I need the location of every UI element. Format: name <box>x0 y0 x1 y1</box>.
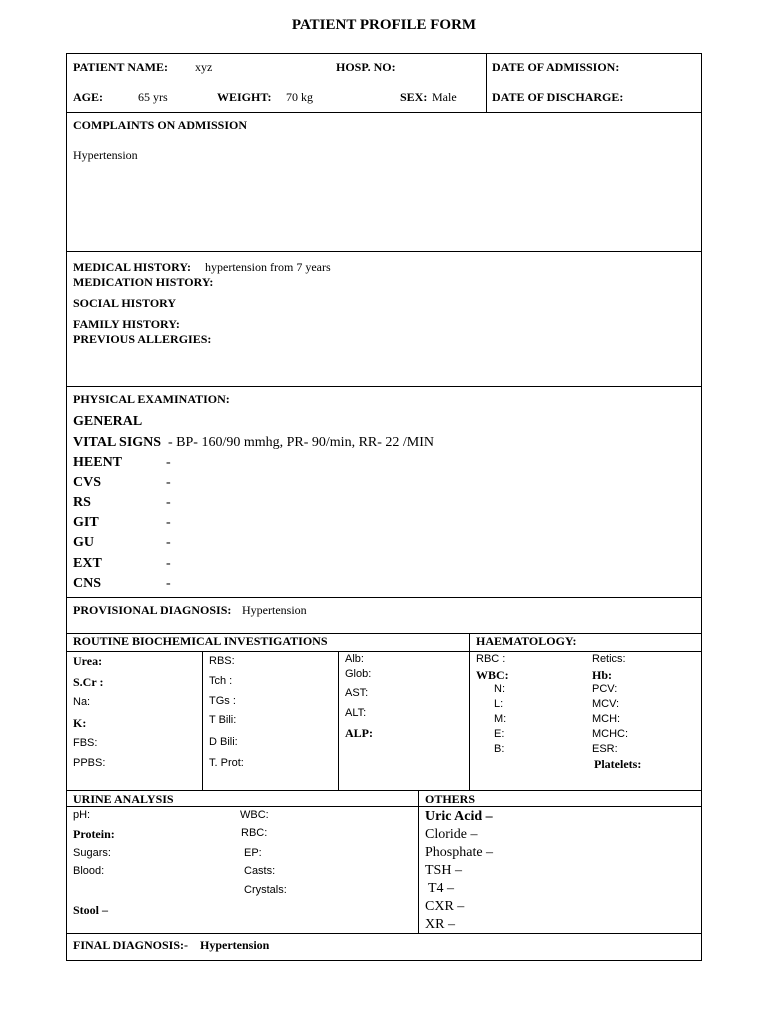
haematology-item: MCHC: <box>592 728 629 740</box>
others-item: XR – <box>425 917 455 932</box>
haematology-item: Retics: <box>592 653 626 665</box>
divider <box>66 790 702 791</box>
haematology-item: MCV: <box>592 698 620 710</box>
divider <box>66 386 702 387</box>
weight-value: 70 kg <box>286 90 313 104</box>
system-value: - <box>166 515 171 530</box>
biochem-item: Na: <box>73 696 91 708</box>
divider <box>469 651 470 791</box>
provisional-diagnosis-value: Hypertension <box>242 603 307 617</box>
biochem-item: Tch : <box>209 675 233 687</box>
patient-name-value: xyz <box>195 60 213 74</box>
system-value: - <box>166 535 171 550</box>
haematology-item: RBC : <box>476 653 506 665</box>
urine-label: URINE ANALYSIS <box>73 792 174 806</box>
haematology-item: N: <box>494 683 505 695</box>
vital-signs-label: VITAL SIGNS <box>73 435 162 450</box>
biochem-item: Alb: <box>345 653 364 665</box>
biochem-item: ALP: <box>345 726 373 740</box>
haematology-item: PCV: <box>592 683 618 695</box>
biochem-item: TGs : <box>209 695 236 707</box>
haematology-item: Hb: <box>592 668 613 682</box>
haematology-item: L: <box>494 698 504 710</box>
sex-label: SEX: <box>400 90 428 104</box>
sex-value: Male <box>432 90 457 104</box>
provisional-diagnosis-label: PROVISIONAL DIAGNOSIS: <box>73 603 232 617</box>
haematology-label: HAEMATOLOGY: <box>476 634 577 648</box>
biochem-item: T. Prot: <box>209 757 244 769</box>
haematology-item: MCH: <box>592 713 621 725</box>
biochem-item: Glob: <box>345 668 372 680</box>
hosp-no-label: HOSP. NO: <box>336 60 396 74</box>
divider <box>202 651 203 791</box>
biochem-item: S.Cr : <box>73 675 104 689</box>
system-name: GIT <box>73 515 99 530</box>
patient-name-label: PATIENT NAME: <box>73 60 169 74</box>
social-history-label: SOCIAL HISTORY <box>73 296 177 310</box>
system-value: - <box>166 495 171 510</box>
general-label: GENERAL <box>73 414 143 429</box>
haematology-item: ESR: <box>592 743 618 755</box>
divider <box>338 651 339 791</box>
biochem-item: D Bili: <box>209 736 238 748</box>
others-item: CXR – <box>425 899 465 914</box>
urine-item: Casts: <box>244 865 276 877</box>
biochem-label: ROUTINE BIOCHEMICAL INVESTIGATIONS <box>73 634 328 648</box>
form-title: PATIENT PROFILE FORM <box>291 17 477 33</box>
allergies-label: PREVIOUS ALLERGIES: <box>73 332 212 346</box>
urine-item: RBC: <box>241 827 268 839</box>
divider <box>66 933 702 934</box>
system-value: - <box>166 475 171 490</box>
table-border-left <box>66 53 67 961</box>
divider <box>66 251 702 252</box>
others-item: Cloride – <box>425 827 478 842</box>
divider <box>66 806 702 807</box>
others-item: Phosphate – <box>425 845 494 860</box>
biochem-item: Urea: <box>73 654 103 668</box>
system-name: HEENT <box>73 455 123 470</box>
haematology-item: M: <box>494 713 507 725</box>
final-diagnosis-value: Hypertension <box>200 938 270 952</box>
vital-signs-value: - BP- 160/90 mmhg, PR- 90/min, RR- 22 /MIN <box>168 435 435 450</box>
discharge-date-label: DATE OF DISCHARGE: <box>492 90 624 104</box>
medication-history-label: MEDICATION HISTORY: <box>73 275 214 289</box>
system-name: EXT <box>73 556 102 571</box>
weight-label: WEIGHT: <box>217 90 272 104</box>
urine-item: Stool – <box>73 903 109 917</box>
system-name: RS <box>73 495 91 510</box>
system-name: GU <box>73 535 94 550</box>
haematology-item: Platelets: <box>594 757 642 771</box>
divider <box>469 633 470 651</box>
biochem-item: RBS: <box>209 655 235 667</box>
divider <box>66 112 702 113</box>
medical-history-label: MEDICAL HISTORY: <box>73 260 191 274</box>
table-border-bottom <box>66 960 702 961</box>
urine-item: Blood: <box>73 865 105 877</box>
complaints-label: COMPLAINTS ON ADMISSION <box>73 118 248 132</box>
urine-item: pH: <box>73 809 91 821</box>
admission-date-label: DATE OF ADMISSION: <box>492 60 620 74</box>
table-border-top <box>66 53 702 54</box>
urine-item: Protein: <box>73 827 115 841</box>
complaints-value: Hypertension <box>73 148 138 162</box>
haematology-item: E: <box>494 728 505 740</box>
family-history-label: FAMILY HISTORY: <box>73 317 180 331</box>
medical-history-value: hypertension from 7 years <box>205 260 331 274</box>
table-border-right <box>701 53 702 961</box>
divider <box>66 651 702 652</box>
others-label: OTHERS <box>425 792 476 806</box>
system-name: CNS <box>73 576 102 591</box>
others-item: T4 – <box>428 881 455 896</box>
biochem-item: K: <box>73 716 87 730</box>
others-item: Uric Acid – <box>425 809 493 824</box>
urine-item: EP: <box>244 847 262 859</box>
biochem-item: T Bili: <box>209 714 237 726</box>
age-value: 65 yrs <box>138 90 168 104</box>
final-diagnosis-label: FINAL DIAGNOSIS:- <box>73 938 189 952</box>
age-label: AGE: <box>73 90 103 104</box>
system-value: - <box>166 576 171 591</box>
divider <box>418 790 419 933</box>
urine-item: Sugars: <box>73 847 111 859</box>
biochem-item: PPBS: <box>73 757 106 769</box>
system-value: - <box>166 556 171 571</box>
biochem-item: AST: <box>345 687 369 699</box>
biochem-item: ALT: <box>345 707 367 719</box>
biochem-item: FBS: <box>73 737 98 749</box>
others-item: TSH – <box>425 863 462 878</box>
exam-label: PHYSICAL EXAMINATION: <box>73 392 230 406</box>
system-value: - <box>166 455 171 470</box>
haematology-item: B: <box>494 743 505 755</box>
urine-item: Crystals: <box>244 884 287 896</box>
urine-item: WBC: <box>240 809 269 821</box>
haematology-item: WBC: <box>476 668 509 682</box>
divider <box>486 53 487 112</box>
divider <box>66 597 702 598</box>
system-name: CVS <box>73 475 102 490</box>
